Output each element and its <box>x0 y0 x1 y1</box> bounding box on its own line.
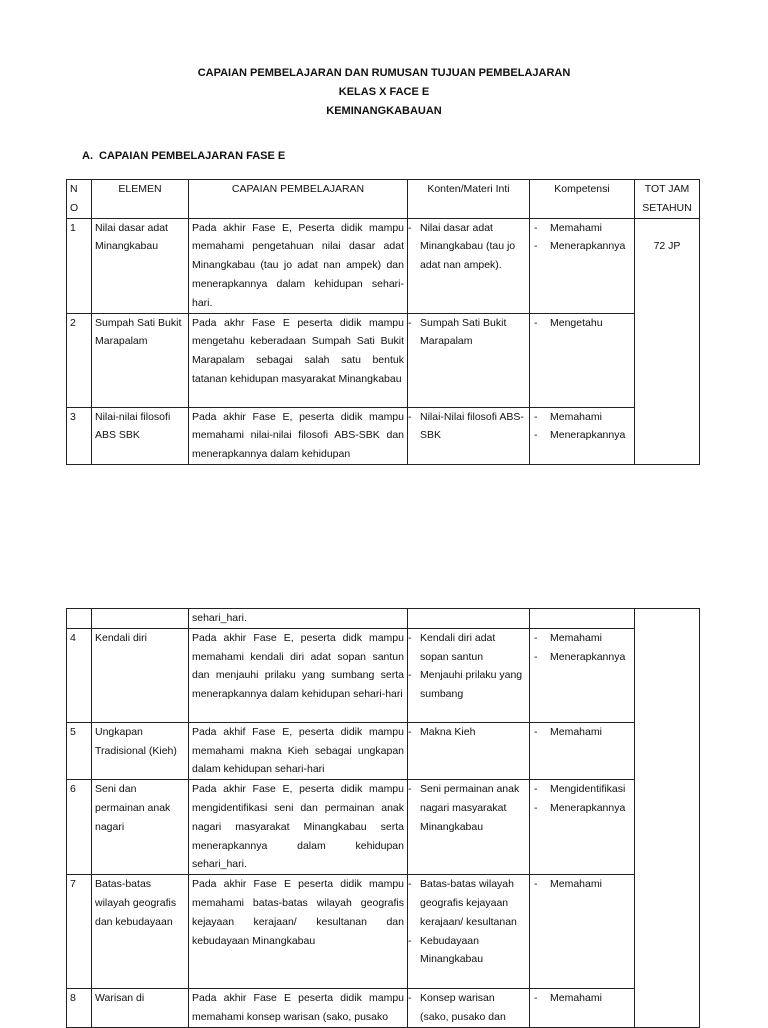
kompetensi-item: Memahami <box>550 878 602 891</box>
row-no: 3 <box>67 407 92 464</box>
kompetensi-item: Menerapkannya <box>550 240 626 253</box>
title-line-2: KELAS X FACE E <box>338 86 430 98</box>
row-elemen: Seni dan permainan anak nagari <box>92 780 189 875</box>
row-elemen: Ungkapan Tradisional (Kieh) <box>92 722 189 779</box>
row-no: 7 <box>67 875 92 989</box>
row-elemen: Sumpah Sati Bukit Marapalam <box>92 313 189 407</box>
row-no: 5 <box>67 722 92 779</box>
table-row <box>67 875 700 989</box>
header-konten: Konten/Materi Inti <box>408 180 530 219</box>
row-konten: - Nilai dasar adat Minangkabau (tau jo adat nan ampek). <box>408 218 530 313</box>
row-capaian <box>189 407 408 464</box>
row-kompetensi: - Memahami - Menerapkannya <box>530 407 635 464</box>
row-capaian: Pada akhir Fase E, peserta didk mampu memahami kendali diri adat sopan santun dan menjauhi prilaku yang sumbang serta menerapkannya dalam kehidupan sehari-hari <box>189 628 408 722</box>
row-capaian: Pada akhif Fase E, peserta didik mampu memahami makna Kieh sebagai ungkapan dalam kehidupan sehari-hari <box>189 722 408 779</box>
kompetensi-item: Mengidentifikasi <box>550 783 626 796</box>
table-row <box>67 313 700 407</box>
kompetensi-item: Menerapkannya <box>550 429 626 442</box>
row-konten: - Makna Kieh <box>408 722 530 779</box>
konten-item: Nilai-Nilai filosofi ABS-SBK <box>420 410 524 442</box>
row-elemen: Warisan di <box>92 989 189 1028</box>
title-line-1: CAPAIAN PEMBELAJARAN DAN RUMUSAN TUJUAN PEMBELAJARAN <box>197 67 571 79</box>
konten-item: Menjauhi prilaku yang sumbang <box>420 669 523 701</box>
row-kompetensi: - Memahami - Menerapkannya <box>530 628 635 722</box>
section-heading <box>82 150 291 162</box>
kompetensi-item: Memahami <box>550 410 602 423</box>
row-no: 2 <box>67 313 92 407</box>
kompetensi-item: Memahami <box>550 631 602 644</box>
row-elemen: Kendali diri <box>92 628 189 722</box>
row-konten: - Kendali diri adat sopan santun - Menjauhi prilaku yang sumbang <box>408 628 530 722</box>
capaian-table-part-1 <box>66 179 700 465</box>
konten-item: Nilai dasar adat Minangkabau (tau jo adat nan ampek). <box>420 221 516 272</box>
section-title: CAPAIAN PEMBELAJARAN FASE E <box>99 150 286 162</box>
row-konten: - Nilai-Nilai filosofi ABS-SBK <box>408 407 530 464</box>
row-capaian: Pada akhr Fase E peserta didik mampu mengetahu keberadaan Sumpah Sati Bukit Marapalam sebagai salah satu bentuk tatanan kehidupan masyarakat Minangkabau <box>189 313 408 407</box>
row-elemen: Nilai-nilai filosofi ABS SBK <box>92 407 189 464</box>
title-line-3: KEMINANGKABAUAN <box>326 105 442 117</box>
table-row <box>67 780 700 875</box>
header-capaian: CAPAIAN PEMBELAJARAN <box>189 180 408 219</box>
konten-item: Batas-batas wilayah geografis kejayaan kerajaan/ kesultanan <box>420 878 517 928</box>
konten-item: Seni permainan anak nagari masyarakat Minangkabau <box>420 783 520 833</box>
tot-jam-cell <box>635 609 700 1028</box>
row-capaian: Pada akhir Fase E, peserta didik mampu mengidentifikasi seni dan permainan anak nagari masyarakat Minangkabau serta menerapkannya dalam kehidupan sehari_hari. <box>189 780 408 875</box>
table-row <box>67 218 700 313</box>
row-no: 4 <box>67 628 92 722</box>
row-konten: - Seni permainan anak nagari masyarakat Minangkabau <box>408 780 530 875</box>
row-elemen <box>92 609 189 629</box>
row-kompetensi: - Memahami - Menerapkannya <box>530 218 635 313</box>
capaian-table-part-2 <box>66 608 700 1028</box>
header-no: N O <box>67 180 92 219</box>
konten-item: Kebudayaan Minangkabau <box>420 934 484 966</box>
row-capaian-text: Pada akhir Fase E, peserta didik mampu memahami nilai-nilai filosofi ABS-SBK dan menerapkannya dalam kehidupan <box>192 410 404 461</box>
row-konten: - Konsep warisan (sako, pusako dan <box>408 989 530 1028</box>
kompetensi-item: Menerapkannya <box>550 801 626 814</box>
table-row <box>67 407 700 464</box>
header-tot-jam: TOT JAM SETAHUN <box>635 180 700 219</box>
row-capaian: Pada akhir Fase E peserta didik mampu memahami konsep warisan (sako, pusako <box>189 989 408 1028</box>
row-kompetensi: - Memahami <box>530 875 635 989</box>
row-capaian: Pada akhir Fase E peserta didik mampu memahami batas-batas wilayah geografis kejayaan kerajaan/ kesultanan dan kebudayaan Minangkabau <box>189 875 408 989</box>
konten-item: Kendali diri adat sopan santun <box>420 631 496 663</box>
row-kompetensi: - Mengidentifikasi - Menerapkannya <box>530 780 635 875</box>
row-elemen: Batas-batas wilayah geografis dan kebudayaan <box>92 875 189 989</box>
konten-item: Makna Kieh <box>420 725 476 738</box>
row-elemen: Nilai dasar adat Minangkabau <box>92 218 189 313</box>
row-no <box>67 609 92 629</box>
row-capaian-continuation: sehari_hari. <box>189 609 408 629</box>
section-letter: A. <box>82 150 93 162</box>
row-no: 1 <box>67 218 92 313</box>
konten-item: Sumpah Sati Bukit Marapalam <box>420 316 507 348</box>
kompetensi-item: Mengetahu <box>550 316 603 329</box>
tot-jam-cell <box>635 218 700 464</box>
row-no: 6 <box>67 780 92 875</box>
header-elemen: ELEMEN <box>92 180 189 219</box>
row-capaian: Pada akhir Fase E, Peserta didik mampu memahami pengetahuan nilai dasar adat Minangkabau (tau jo adat nan ampek) dan menerapkannya dalam kehidupan sehari-hari. <box>189 218 408 313</box>
row-kompetensi <box>530 609 635 629</box>
kompetensi-item: Memahami <box>550 725 602 738</box>
row-konten: - Batas-batas wilayah geografis kejayaan kerajaan/ kesultanan - Kebudayaan Minangkabau <box>408 875 530 989</box>
document-titles <box>0 64 768 121</box>
header-kompetensi: Kompetensi <box>530 180 635 219</box>
kompetensi-item: Memahami <box>550 992 602 1005</box>
table-row <box>67 609 700 629</box>
row-kompetensi: - Memahami <box>530 722 635 779</box>
row-kompetensi: - Mengetahu <box>530 313 635 407</box>
konten-item: Konsep warisan (sako, pusako dan <box>420 992 506 1023</box>
row-konten <box>408 609 530 629</box>
table-row <box>67 722 700 779</box>
row-konten: - Sumpah Sati Bukit Marapalam <box>408 313 530 407</box>
kompetensi-item: Menerapkannya <box>550 650 626 663</box>
table-row <box>67 628 700 722</box>
tot-jam-value: 72 JP <box>653 239 681 252</box>
kompetensi-item: Memahami <box>550 221 602 234</box>
table-row <box>67 989 700 1028</box>
row-no: 8 <box>67 989 92 1028</box>
row-kompetensi: - Memahami <box>530 989 635 1028</box>
